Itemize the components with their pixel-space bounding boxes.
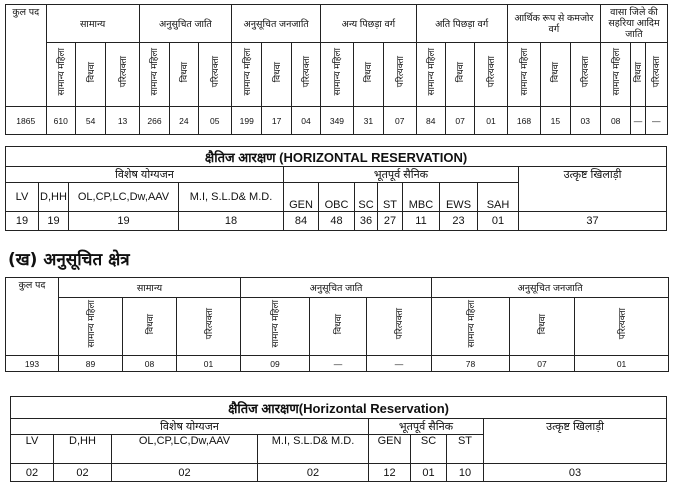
horizontal-reservation-title: क्षैतिज आरक्षण (HORIZONTAL RESERVATION) xyxy=(6,147,667,167)
cell: 18 xyxy=(179,212,284,231)
cell: 03 xyxy=(570,107,600,135)
cell: 07 xyxy=(384,107,416,135)
cell: 48 xyxy=(319,212,355,231)
cell: 168 xyxy=(507,107,540,135)
cell: 27 xyxy=(378,212,403,231)
cell: 01 xyxy=(575,356,669,372)
mbc-header: अति पिछड़ा वर्ग xyxy=(416,5,507,43)
sub-widow: विधवा xyxy=(170,43,198,107)
cell: — xyxy=(645,107,667,135)
mi-header: M.I, S.L.D& M.D. xyxy=(179,183,284,212)
reservation-table-1 xyxy=(5,4,668,135)
general-header: सामान्य xyxy=(46,5,139,43)
cell: 19 xyxy=(6,212,39,231)
ex-ews-header: EWS xyxy=(440,183,478,212)
sub-woman: सामान्य महिला xyxy=(241,298,310,356)
sub-widow: विधवा xyxy=(310,298,367,356)
ex-gen-header: GEN xyxy=(284,183,319,212)
total-posts-header: कुल पद xyxy=(6,278,59,356)
ews-header: आर्थिक रूप से कमजोर वर्ग xyxy=(507,5,600,43)
sub-woman: सामान्य महिला xyxy=(59,298,123,356)
sub-widow: विधवा xyxy=(262,43,291,107)
sub-widow: विधवा xyxy=(75,43,105,107)
cell: 07 xyxy=(445,107,474,135)
sub-divorcee: परित्यक्ता xyxy=(367,298,432,356)
ol-header: OL,CP,LC,Dw,AAV xyxy=(112,435,258,464)
sub-widow: विधवा xyxy=(353,43,383,107)
sub-divorcee: परित्यक्ता xyxy=(106,43,139,107)
cell: 02 xyxy=(11,464,54,482)
sub-woman: सामान्य महिला xyxy=(507,43,540,107)
cell: 02 xyxy=(258,464,369,482)
sports-header: उत्कृष्ट खिलाड़ी xyxy=(519,167,667,212)
cell: 24 xyxy=(170,107,198,135)
sub-woman: सामान्य महिला xyxy=(432,298,510,356)
obc-header: अन्य पिछड़ा वर्ग xyxy=(321,5,416,43)
ex-gen-header: GEN xyxy=(369,435,411,464)
horizontal-reservation-table-1 xyxy=(5,146,667,231)
cell: 05 xyxy=(198,107,231,135)
cell: 10 xyxy=(447,464,484,482)
scheduled-area-table xyxy=(5,277,669,372)
table-row xyxy=(6,356,669,372)
table-row xyxy=(11,464,667,482)
total-posts-header: कुल पद xyxy=(6,5,47,107)
sub-divorcee: परित्यक्ता xyxy=(475,43,507,107)
ex-servicemen-header: भूतपूर्व सैनिक xyxy=(284,167,519,183)
cell: 12 xyxy=(369,464,411,482)
cell: 09 xyxy=(241,356,310,372)
sub-woman: सामान्य महिला xyxy=(139,43,169,107)
sub-divorcee: परित्यक्ता xyxy=(177,298,241,356)
ex-sah-header: SAH xyxy=(478,183,519,212)
cell: 01 xyxy=(478,212,519,231)
ex-sc-header: SC xyxy=(355,183,378,212)
cell: 01 xyxy=(475,107,507,135)
ex-st-header: ST xyxy=(378,183,403,212)
cell: 08 xyxy=(123,356,177,372)
total-value: 193 xyxy=(6,356,59,372)
sc-header: अनुसूचित जाति xyxy=(241,278,432,298)
cell: 04 xyxy=(291,107,320,135)
cell: 02 xyxy=(54,464,112,482)
cell: 08 xyxy=(600,107,630,135)
st-header: अनुसूचित जनजाति xyxy=(232,5,321,43)
st-header: अनुसूचित जनजाति xyxy=(432,278,669,298)
sub-divorcee: परित्यक्ता xyxy=(645,43,667,107)
lv-header: LV xyxy=(11,435,54,464)
cell: 89 xyxy=(59,356,123,372)
cell: 610 xyxy=(46,107,75,135)
cell: 19 xyxy=(39,212,69,231)
cell: 36 xyxy=(355,212,378,231)
scheduled-area-heading: (ख) अनुसूचित क्षेत्र xyxy=(8,250,130,270)
sub-widow: विधवा xyxy=(123,298,177,356)
sub-divorcee: परित्यक्ता xyxy=(570,43,600,107)
sub-divorcee: परित्यक्ता xyxy=(575,298,669,356)
special-ability-header: विशेष योग्यजन xyxy=(6,167,284,183)
sub-widow: विधवा xyxy=(510,298,575,356)
mi-header: M.I, S.L.D& M.D. xyxy=(258,435,369,464)
ex-servicemen-header: भूतपूर्व सैनिक xyxy=(369,419,484,435)
horizontal-reservation-title: क्षैतिज आरक्षण(Horizontal Reservation) xyxy=(11,397,667,419)
cell: 78 xyxy=(432,356,510,372)
cell: 03 xyxy=(484,464,667,482)
ol-header: OL,CP,LC,Dw,AAV xyxy=(69,183,179,212)
dhh-header: D,HH xyxy=(39,183,69,212)
sub-woman: सामान्य महिला xyxy=(232,43,262,107)
horizontal-reservation-table-2 xyxy=(10,396,667,482)
cell: 84 xyxy=(416,107,445,135)
sub-woman: सामान्य महिला xyxy=(46,43,75,107)
cell: 02 xyxy=(112,464,258,482)
sub-widow: विधवा xyxy=(445,43,474,107)
general-header: सामान्य xyxy=(59,278,241,298)
cell: 31 xyxy=(353,107,383,135)
sub-widow: विधवा xyxy=(631,43,645,107)
cell: 17 xyxy=(262,107,291,135)
cell: 19 xyxy=(69,212,179,231)
cell: — xyxy=(631,107,645,135)
cell: 01 xyxy=(177,356,241,372)
sub-widow: विधवा xyxy=(541,43,570,107)
cell: 266 xyxy=(139,107,169,135)
ex-mbc-header: MBC xyxy=(403,183,440,212)
cell: 07 xyxy=(510,356,575,372)
sub-woman: सामान्य महिला xyxy=(321,43,353,107)
cell: — xyxy=(367,356,432,372)
cell: 349 xyxy=(321,107,353,135)
ex-st-header: ST xyxy=(447,435,484,464)
cell: 15 xyxy=(541,107,570,135)
cell: 54 xyxy=(75,107,105,135)
cell: — xyxy=(310,356,367,372)
lv-header: LV xyxy=(6,183,39,212)
sub-woman: सामान्य महिला xyxy=(416,43,445,107)
table-row xyxy=(6,212,667,231)
cell: 199 xyxy=(232,107,262,135)
sub-divorcee: परित्यक्ता xyxy=(198,43,231,107)
dhh-header: D,HH xyxy=(54,435,112,464)
sub-divorcee: परित्यक्ता xyxy=(384,43,416,107)
sub-divorcee: परित्यक्ता xyxy=(291,43,320,107)
sub-woman: सामान्य महिला xyxy=(600,43,630,107)
cell: 84 xyxy=(284,212,319,231)
cell: 01 xyxy=(411,464,447,482)
cell: 11 xyxy=(403,212,440,231)
sahariya-header: वासा जिले की सहरिया आदिम जाति xyxy=(600,5,667,43)
special-ability-header: विशेष योग्यजन xyxy=(11,419,369,435)
ex-obc-header: OBC xyxy=(319,183,355,212)
ex-sc-header: SC xyxy=(411,435,447,464)
sports-header: उत्कृष्ट खिलाड़ी xyxy=(484,419,667,464)
cell: 13 xyxy=(106,107,139,135)
cell: 37 xyxy=(519,212,667,231)
table-row xyxy=(6,107,668,135)
total-value: 1865 xyxy=(6,107,47,135)
cell: 23 xyxy=(440,212,478,231)
sc-header: अनुसुचित जाति xyxy=(139,5,231,43)
